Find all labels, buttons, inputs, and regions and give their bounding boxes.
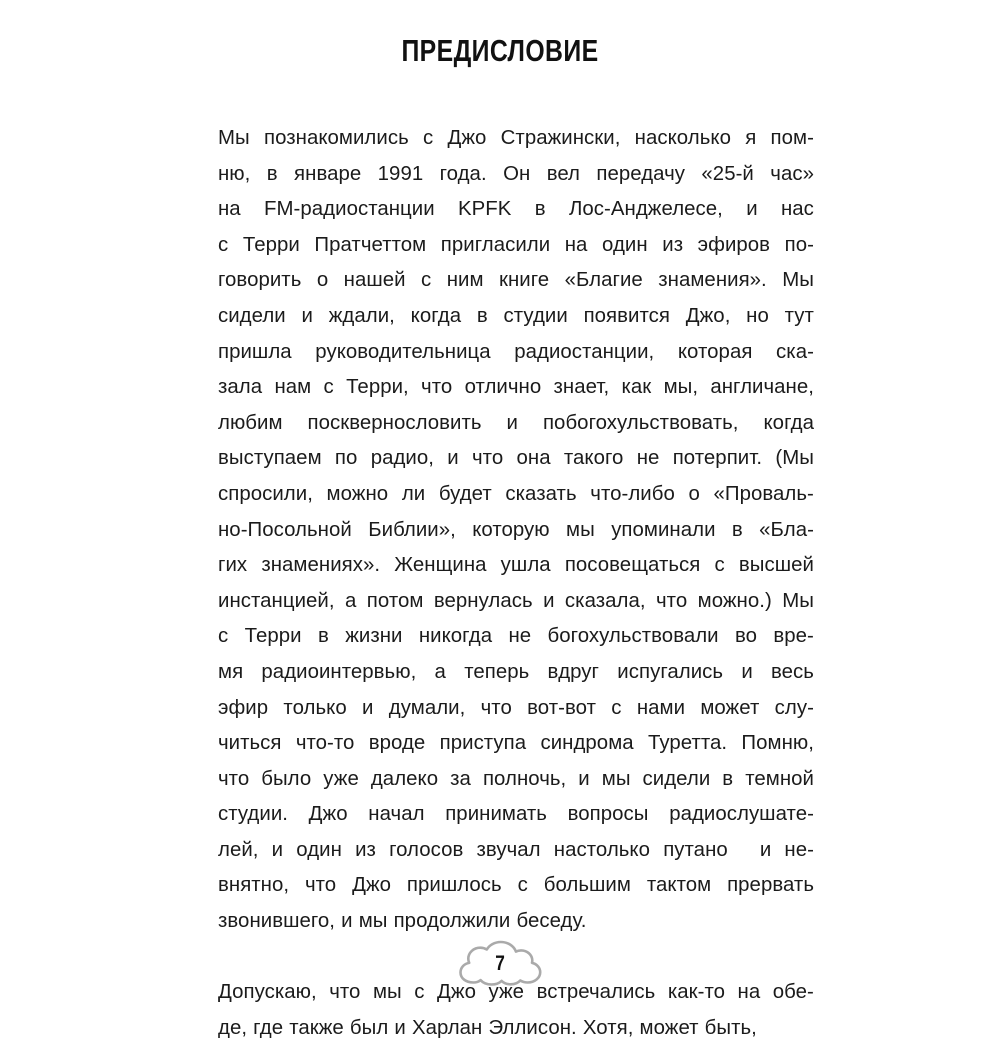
word: теперь <box>464 660 530 683</box>
word: с <box>714 554 725 577</box>
word: Терри <box>244 625 302 648</box>
text-line <box>218 441 814 477</box>
text-line <box>218 228 814 264</box>
word: на <box>564 233 588 256</box>
word: темной <box>745 767 814 790</box>
word: ним <box>446 269 484 292</box>
word: что <box>480 696 512 719</box>
word <box>741 833 747 869</box>
word: «25-й <box>701 162 754 185</box>
word: англичане, <box>710 376 814 399</box>
word: спросили, <box>218 482 313 505</box>
word: вел <box>546 162 581 185</box>
word: настолько <box>553 838 651 861</box>
word: когда <box>763 411 814 434</box>
word: Эллисон. <box>488 1016 577 1039</box>
word: Помню, <box>741 732 814 755</box>
text-line <box>218 121 814 157</box>
word: звонившего, <box>218 910 336 933</box>
word: сидели <box>642 767 711 790</box>
text-line <box>218 157 814 193</box>
word: насколько <box>634 127 731 149</box>
word: может <box>700 696 760 719</box>
word: Мы <box>782 589 814 612</box>
word: высшей <box>738 554 814 577</box>
word: пригласили <box>440 233 551 256</box>
word: и <box>741 660 753 683</box>
text-line <box>218 868 814 904</box>
word: голосов <box>389 838 464 861</box>
word: с <box>414 981 425 1004</box>
word: пришла <box>218 340 292 363</box>
word: мы <box>358 910 388 933</box>
word: не <box>508 625 532 648</box>
word: продолжили <box>393 910 511 933</box>
text-line <box>218 904 814 940</box>
word: на <box>218 198 241 221</box>
word: и <box>759 838 772 861</box>
word: ждали, <box>328 304 395 327</box>
word: выступаем <box>218 447 322 470</box>
word: где <box>253 1016 284 1039</box>
word: по- <box>784 233 814 256</box>
text-line <box>218 370 814 406</box>
word: что <box>656 589 688 612</box>
word: с <box>218 233 229 256</box>
word: только <box>283 696 347 719</box>
page-number: 7 <box>495 952 505 975</box>
word: обе- <box>772 981 814 1004</box>
text-line <box>218 299 814 335</box>
word: «Проваль- <box>713 482 814 505</box>
word: и <box>301 304 313 327</box>
word: потом <box>366 589 424 612</box>
word: знамения». <box>658 269 767 292</box>
word: но <box>746 304 769 327</box>
word: думали, <box>388 696 466 719</box>
word: посквернословить <box>307 411 482 434</box>
text-line <box>218 1011 814 1046</box>
word: Мы <box>218 127 250 149</box>
word: вот-вот <box>527 696 596 719</box>
word: такого <box>563 447 624 470</box>
word: можно.) <box>697 589 772 612</box>
paragraph <box>218 121 814 940</box>
word: сказать <box>505 482 577 505</box>
text-line <box>218 335 814 371</box>
word: Джо <box>352 874 392 897</box>
word: которая <box>677 340 753 363</box>
word: можно <box>326 482 389 505</box>
word: Стражински, <box>500 127 621 149</box>
word: радиостанции, <box>514 340 655 363</box>
text-line <box>218 655 814 691</box>
word: «Благие <box>564 269 643 292</box>
word: с <box>517 874 528 897</box>
word: может <box>639 1016 699 1039</box>
word: уже <box>488 981 525 1004</box>
word: посовещаться <box>564 554 701 577</box>
word: и <box>506 411 518 434</box>
word: Терри, <box>346 376 409 399</box>
word: а <box>344 589 357 612</box>
word: лей, <box>218 838 259 861</box>
word: и <box>578 767 590 790</box>
word: Женщина <box>394 554 487 577</box>
word: и <box>746 198 758 221</box>
word: о <box>688 482 700 505</box>
word: приступа <box>439 732 527 755</box>
word: гих <box>218 554 248 577</box>
word: Джо <box>308 803 348 826</box>
word: быть, <box>704 1016 757 1039</box>
word: студии <box>503 304 568 327</box>
word: в <box>317 625 329 648</box>
word: мы <box>372 981 402 1004</box>
word: эфир <box>218 696 269 719</box>
word: KPFK <box>457 198 512 221</box>
word: пришлось <box>406 874 502 897</box>
word: говорить <box>218 269 302 292</box>
word: мя <box>218 660 244 683</box>
word: Лос-Анджелесе, <box>568 198 723 221</box>
word: де, <box>218 1016 248 1039</box>
word: ли <box>401 482 426 505</box>
word: вернулась <box>433 589 533 612</box>
word: что <box>471 447 504 470</box>
word: когда <box>410 304 462 327</box>
word: знает, <box>553 376 610 399</box>
word: студии. <box>218 803 288 826</box>
word: нашей <box>343 269 406 292</box>
word: Хотя, <box>582 1016 634 1039</box>
word: внятно, <box>218 874 290 897</box>
text-line <box>218 513 814 549</box>
word: в <box>476 304 488 327</box>
word: Терри <box>242 233 300 256</box>
word: было <box>261 767 312 790</box>
word: синдрома <box>540 732 634 755</box>
word: эфиров <box>697 233 771 256</box>
word: радиоинтервью, <box>261 660 417 683</box>
word: не <box>636 447 660 470</box>
word: также <box>289 1016 344 1039</box>
word: что <box>421 376 453 399</box>
word: а <box>434 660 446 683</box>
word: слу- <box>774 696 814 719</box>
word: в <box>731 518 743 541</box>
word: пом- <box>770 127 814 149</box>
word: Он <box>503 162 531 185</box>
word: Джо <box>437 981 476 1004</box>
word: во <box>734 625 758 648</box>
word: и <box>447 447 459 470</box>
word: что-либо <box>590 482 675 505</box>
word: любим <box>218 411 283 434</box>
word: (Мы <box>775 447 814 470</box>
word: руководительница <box>315 340 491 363</box>
word: в <box>722 767 734 790</box>
word: Джо <box>447 127 487 149</box>
word: отлично <box>464 376 542 399</box>
word: сидели <box>218 304 286 327</box>
word: жизни <box>345 625 403 648</box>
word: богохульствовали <box>547 625 719 648</box>
word: радиослушате- <box>669 803 814 826</box>
word: Туретта. <box>647 732 728 755</box>
word: испугались <box>617 660 724 683</box>
word: вдруг <box>547 660 600 683</box>
word: читься <box>218 732 282 755</box>
text-line <box>218 833 814 869</box>
word: весь <box>771 660 814 683</box>
word: и <box>543 589 555 612</box>
word: я <box>745 127 757 149</box>
text-line <box>218 762 814 798</box>
word: нам <box>274 376 312 399</box>
word: Допускаю, <box>218 981 317 1004</box>
word: упоминали <box>611 518 716 541</box>
word: был <box>349 1016 389 1039</box>
word: о <box>316 269 329 292</box>
text-line <box>218 797 814 833</box>
word: Библии», <box>368 518 456 541</box>
word: в <box>534 198 546 221</box>
word: далеко <box>370 767 439 790</box>
page-number-ornament <box>0 940 1000 992</box>
word: за <box>450 767 471 790</box>
word: нами <box>636 696 686 719</box>
word: которую <box>472 518 550 541</box>
word: и <box>362 696 374 719</box>
word: из <box>662 233 684 256</box>
word: не- <box>784 838 814 861</box>
word: мы <box>566 518 595 541</box>
word: FM-радиостанции <box>264 198 435 221</box>
word: ню, <box>218 162 251 185</box>
word: как-то <box>667 981 726 1004</box>
word: зала <box>218 376 263 399</box>
word: звучал <box>476 838 541 861</box>
word: уже <box>323 767 359 790</box>
text-line <box>218 691 814 727</box>
word: в <box>266 162 278 185</box>
word: «Бла- <box>759 518 814 541</box>
word: нас <box>780 198 814 221</box>
word: ушла <box>500 554 551 577</box>
word: будет <box>438 482 492 505</box>
word: из <box>355 838 376 861</box>
word: 1991 <box>377 162 424 185</box>
word: тут <box>784 304 814 327</box>
word: и <box>394 1016 406 1039</box>
word: мы, <box>663 376 699 399</box>
word: мы <box>601 767 631 790</box>
word: встречались <box>536 981 656 1004</box>
word: знамениях». <box>261 554 381 577</box>
word: принимать <box>445 803 547 826</box>
text-line <box>218 477 814 513</box>
word: книге <box>498 269 550 292</box>
text-line <box>218 726 814 762</box>
word: вопросы <box>567 803 649 826</box>
word: на <box>737 981 761 1004</box>
word: начал <box>368 803 425 826</box>
word: но-Посольной <box>218 518 352 541</box>
word: она <box>516 447 551 470</box>
word: что <box>218 767 250 790</box>
word: Пратчеттом <box>314 233 427 256</box>
body-text-column <box>218 121 814 1046</box>
word: большим <box>543 874 631 897</box>
word: что-то <box>295 732 355 755</box>
word: один <box>602 233 648 256</box>
word: полночь, <box>482 767 567 790</box>
word: вроде <box>368 732 426 755</box>
word: что <box>329 981 361 1004</box>
word: года. <box>439 162 487 185</box>
word: познакомились <box>263 127 409 149</box>
word: с <box>611 696 622 719</box>
word: Джо, <box>685 304 731 327</box>
word: с <box>421 269 432 292</box>
text-line <box>218 584 814 620</box>
word: инстанцией, <box>218 589 335 612</box>
word: Харлан <box>411 1016 483 1039</box>
word: что <box>304 874 337 897</box>
cloud-ornament-wrapper <box>454 940 546 990</box>
word: с <box>323 376 334 399</box>
word: потерпит. <box>672 447 763 470</box>
word: Мы <box>782 269 814 292</box>
text-line <box>218 619 814 655</box>
word: и <box>271 838 284 861</box>
word: январе <box>294 162 362 185</box>
word: ска- <box>776 340 814 363</box>
page-title: ПРЕДИСЛОВИЕ <box>401 33 599 68</box>
word: с <box>422 127 434 149</box>
word: побогохульствовать, <box>542 411 739 434</box>
word: и <box>341 910 353 933</box>
word: с <box>218 625 229 648</box>
text-line <box>218 406 814 442</box>
text-line <box>218 263 814 299</box>
word: час» <box>770 162 814 185</box>
word: беседу. <box>516 910 587 933</box>
word: тактом <box>646 874 712 897</box>
word: один <box>296 838 342 861</box>
word: вре- <box>773 625 814 648</box>
word: как <box>621 376 652 399</box>
word: прервать <box>727 874 814 897</box>
word: радио, <box>370 447 434 470</box>
word: никогда <box>418 625 493 648</box>
text-line <box>218 548 814 584</box>
word: путано <box>663 838 728 861</box>
word: появится <box>583 304 670 327</box>
word: передачу <box>596 162 686 185</box>
word: сказала, <box>564 589 646 612</box>
word: по <box>334 447 358 470</box>
text-line <box>218 192 814 228</box>
